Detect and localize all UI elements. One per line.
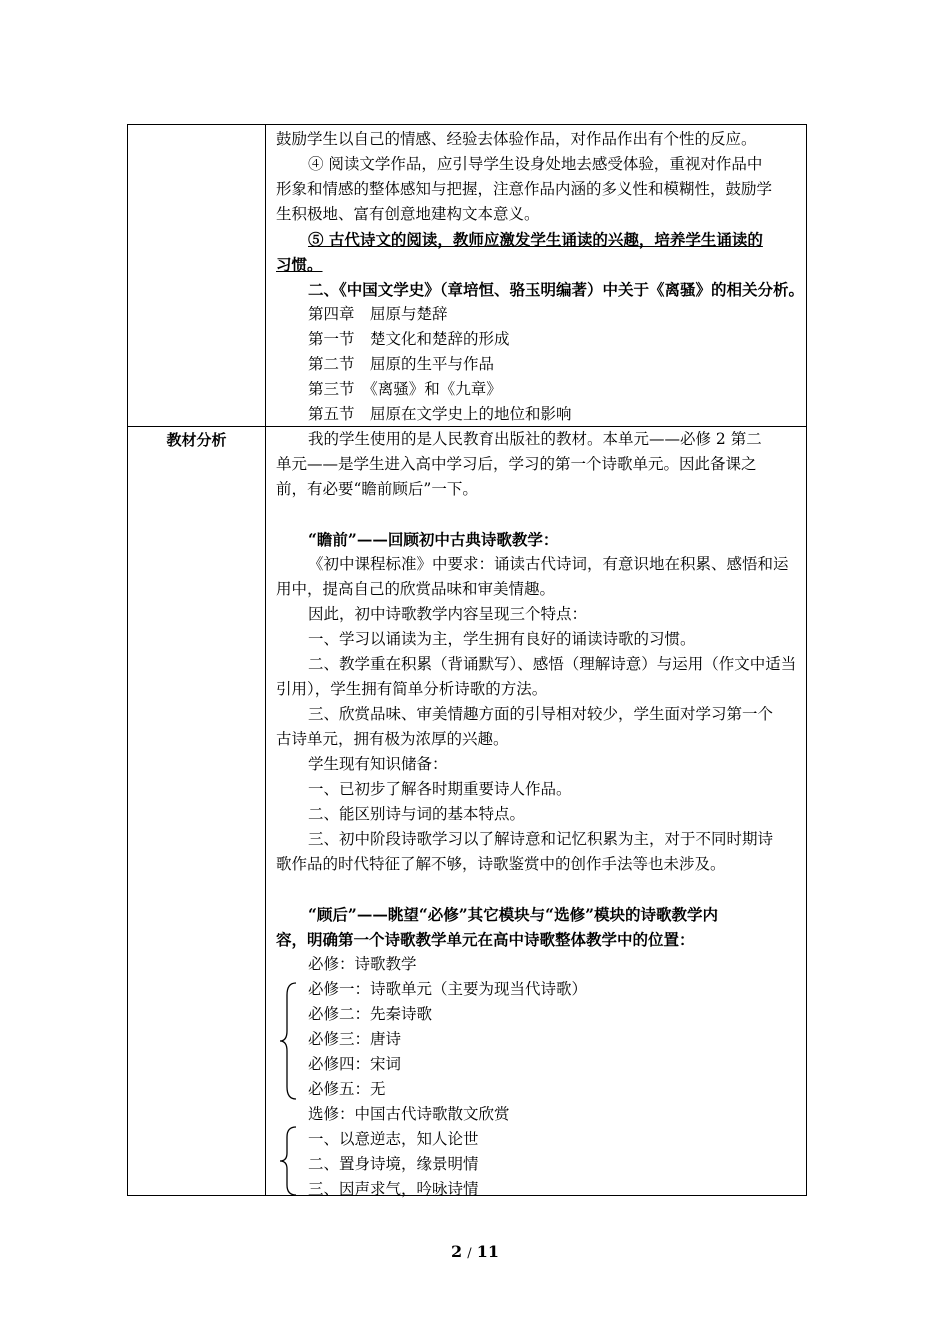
text-line: ④ 阅读文学作品，应引导学生设身处地去感受体验，重视对作品中 [308,155,763,173]
blank-line [276,877,801,902]
row2-label: 教材分析 [166,431,227,449]
text-line: 我的学生使用的是人民教育出版社的教材。本单元——必修 2 第二 [308,430,762,448]
text-line: 容，明确第一个诗歌教学单元在高中诗歌整体教学中的位置： [276,930,695,949]
text-line: 二、《中国文学史》（章培恒、骆玉明编著）中关于《离骚》的相关分析。 [308,280,805,299]
text-line: 《初中课程标准》中要求：诵读古代诗词，有意识地在积累、感悟和运 [308,555,789,573]
text-line: 第三节 《离骚》和《九章》 [308,380,502,398]
text-line: 生积极地、富有创意地建构文本意义。 [276,205,540,223]
text-line: 学生现有知识储备： [308,755,448,773]
text-line: 二、置身诗境，缘景明情 [308,1155,479,1173]
text-line: 用中，提高自己的欣赏品味和审美情趣。 [276,580,556,598]
text-line: 第一节 楚文化和楚辞的形成 [308,330,510,348]
row2-content [276,427,801,1202]
text-line: “顾后”——眺望“必修”其它模块与“选修”模块的诗歌教学内 [308,905,718,924]
required-modules-brace [278,981,302,1101]
text-line: 必修五：无 [308,1080,386,1098]
underlined-text: ⑤ 古代诗文的阅读，教师应激发学生诵读的兴趣，培养学生诵读的 [308,230,763,249]
text-line: 引用），学生拥有简单分析诗歌的方法。 [276,680,548,698]
text-line: 单元——是学生进入高中学习后，学习的第一个诗歌单元。因此备课之 [276,455,757,473]
elective-modules-brace [278,1125,302,1197]
page-total: 11 [476,1242,499,1261]
column-divider [265,125,266,1195]
text-line: 鼓励学生以自己的情感、经验去体验作品，对作品作出有个性的反应。 [276,130,757,148]
text-line: 因此，初中诗歌教学内容呈现三个特点： [308,605,588,623]
row1-content [276,127,805,427]
text-line: 必修：诗歌教学 [308,955,417,973]
text-line: “瞻前”——回顾初中古典诗歌教学： [308,530,559,549]
blank-line [276,502,801,527]
page-number [0,1242,950,1261]
text-line: 三、因声求气，吟咏诗情 [308,1180,479,1198]
document-table [127,124,807,1196]
text-line: 第二节 屈原的生平与作品 [308,355,495,373]
text-line: 一、学习以诵读为主，学生拥有良好的诵读诗歌的习惯。 [308,630,696,648]
text-line: 选修：中国古代诗歌散文欣赏 [308,1105,510,1123]
text-line: 必修一：诗歌单元（主要为现当代诗歌） [308,980,588,998]
text-line: 一、已初步了解各时期重要诗人作品。 [308,780,572,798]
text-line: 第四章 屈原与楚辞 [308,305,448,323]
page-separator: / [467,1246,472,1261]
text-line: 一、以意逆志，知人论世 [308,1130,479,1148]
text-line: 古诗单元，拥有极为浓厚的兴趣。 [276,730,509,748]
text-line: 第五节 屈原在文学史上的地位和影响 [308,405,572,423]
text-line: 形象和情感的整体感知与把握，注意作品内涵的多义性和模糊性，鼓励学 [276,180,773,198]
page-current: 2 [451,1242,463,1261]
text-line: 必修四：宋词 [308,1055,402,1073]
text-line: 歌作品的时代特征了解不够，诗歌鉴赏中的创作手法等也未涉及。 [276,855,726,873]
underlined-text: 习惯。 [276,255,323,274]
text-line [276,252,801,277]
text-line: 前，有必要“瞻前顾后”一下。 [276,480,478,498]
text-line: 三、欣赏品味、审美情趣方面的引导相对较少，学生面对学习第一个 [308,705,774,723]
text-line: 必修三：唐诗 [308,1030,402,1048]
text-line [276,227,801,252]
text-line: 二、教学重在积累（背诵默写）、感悟（理解诗意）与运用（作文中适当 [308,655,797,673]
text-line: 二、能区别诗与词的基本特点。 [308,805,526,823]
text-line: 三、初中阶段诗歌学习以了解诗意和记忆积累为主，对于不同时期诗 [308,830,774,848]
text-line: 必修二：先秦诗歌 [308,1005,433,1023]
